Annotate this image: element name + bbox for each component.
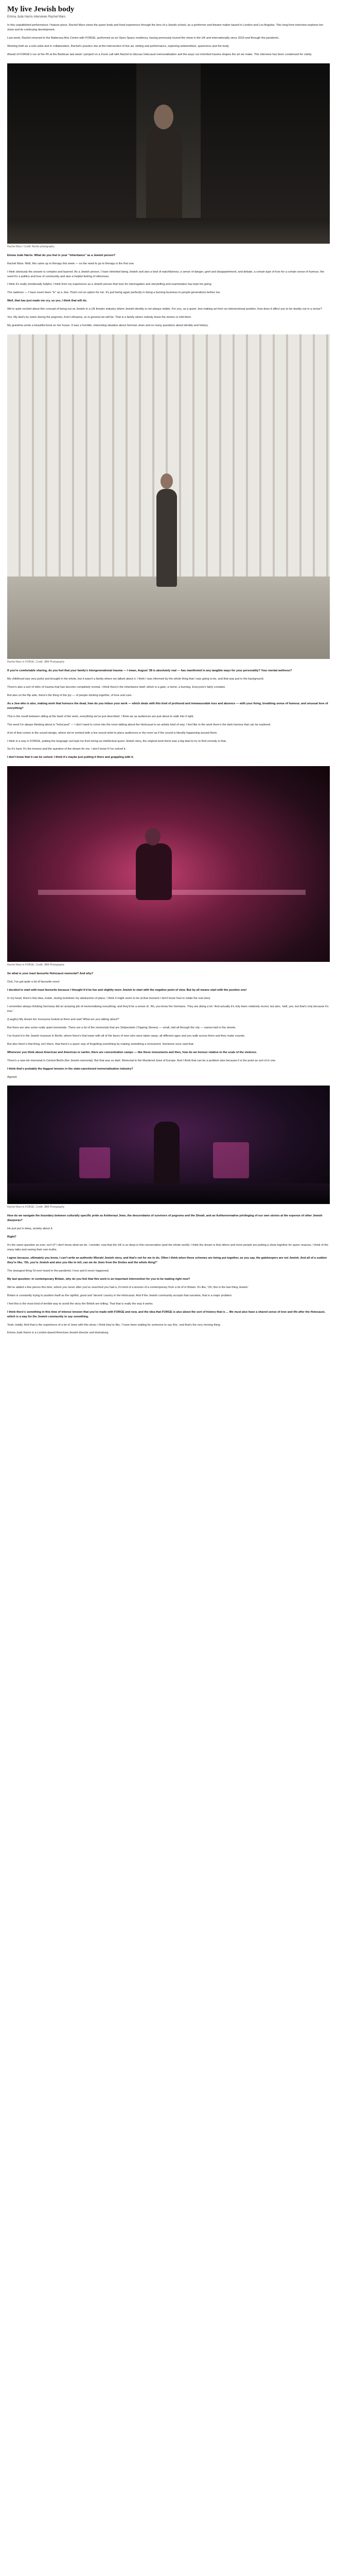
article-byline: Emma Jude Harris interviews Rachel Mars bbox=[7, 15, 66, 19]
intro-paragraph: Ahead of FORGE's run at the Pit at the Barbican last week I jumped on a Zoom call with Rachel to discuss holocaust memorialisation and the ways our inherited trauma shapes the art we make. This interview has been condensed for clarity. bbox=[7, 53, 312, 56]
interview-question: Well, that has just made me cry, so yes, I think that will do. bbox=[7, 299, 87, 303]
interview-answer: In my head, there's this idea, inside, during lockdown my abstraction of place, I think it might seem to be at that moment I don't know how to relate the real story. bbox=[7, 997, 211, 1001]
interview-answer: My childhood was very joyful and brought in the whole, but it wasn't a family where we talked about it. I think I was informed by the whole thing that I was going to be, and that was just in the background. bbox=[7, 677, 264, 681]
photo-figure-3 bbox=[7, 766, 330, 967]
photo-figure-2 bbox=[7, 334, 330, 664]
interview-answer: So it's hard. It's the tension and the question of the dream for me. I don't know if I've solved it. bbox=[7, 748, 126, 751]
interview-answer: Agreed. bbox=[7, 1075, 17, 1079]
photo-figure-4 bbox=[7, 1086, 330, 1209]
photo-rachel-mars-4 bbox=[7, 1086, 330, 1204]
interview-question: I agree because, ultimately you know, I can't write an authentic Mizrahi Jewish story, and that's not for me to do. Often I think when these schemes are being put together, as you say, the gatekeepers are not Jewish. And all of a sudden they're like, 'Oh, you're Jewish and also you like to tell, can we do Jews from the Sixties and the whole thing?' bbox=[7, 1257, 327, 1264]
interview-answer: There's a new-ish memorial in Central Berlin (the Jewish memorial). But that was so dark. Memorial to the Murdered Jews of Europe. And I think that can be a problem also because it is the point as sort of in one. bbox=[7, 1059, 276, 1062]
interview-answer: Ooh, I've got quite a lot of favourite ones! bbox=[7, 980, 60, 984]
interview-question: Whenever you think about American and American or earlier, there are concentration camps — like these monuments and then, how do we honour relative to the scale of the violence. bbox=[7, 1050, 257, 1054]
interview-answer: Britain is constantly trying to position itself as the rightful, good and 'decent' country in the Holocaust. And if the Jewish community accepts that narrative, that is a major problem. bbox=[7, 1294, 233, 1297]
interview-answer: Emma Jude Harris is a London-based American-Jewish director and dramaturg. bbox=[7, 1331, 109, 1335]
photo-rachel-mars-3 bbox=[7, 766, 330, 962]
photo-caption-2: Rachel Mars in FORGE. Credit: JBM Photography bbox=[7, 660, 65, 664]
interview-question: I think there's something in this time of intense tension that you've made with FORGE and now, and the idea that FORGE is also about the sort of history that is ... We must also have a shared sense of love and life after the Holocaust, which is a way for the Jewish community to say something. bbox=[7, 1310, 326, 1318]
interview-question: I decided to start with least favourite because I thought it'd be fun and slightly more Jewish to start with the negative point of view. But by all means start with the positive one! bbox=[7, 989, 247, 992]
interview-answer: He just put in deep, anxiety about it. bbox=[7, 1227, 53, 1231]
intro-paragraph: In this unpublished performance / feature piece, Rachel Mars views the queer body and lived experience through the lens of a Jewish school, as a performer and theatre maker based in London and Los Angeles. This long-form interview explores her show and its continuing development. bbox=[7, 24, 324, 31]
interview-answer: The word I'm always thinking about is "holocaust" — I don't want to come into the room talking about the Holocaust in an artistic kind of way. I feel like in the work there's the dark humour that can be explored. bbox=[7, 723, 271, 726]
interview-answer: I think obviously the answer is complex and layered. As a Jewish person, I have inherited being Jewish and also a kind of watchfulness, a sense of danger, grief and disappointment, and debate, a certain type of love for a certain sense of humour, the need for a politics and love of community and also a helpful feeling of otherness. bbox=[7, 270, 324, 278]
article-title: My live Jewish body bbox=[7, 5, 75, 13]
interview-answer: Rachel Mars: Well, this came up in therapy this week — so the need to go to therapy is the first one. bbox=[7, 262, 135, 265]
interview-answer: Yeah, totally. And that is the experience of a lot of Jews with this show; I think they're like, 'I have been waiting for someone to say this,' and that's the very moving thing. bbox=[7, 1323, 221, 1327]
interview-answer: The sadness — I have never been "in" as a Jew. That's not an option for me. It's just being again perfectly in doing a burning business to people generations before me. bbox=[7, 291, 221, 295]
interview-answer: There's also a sort of ethic of trauma that has become completely normal. I think there's the inheritance itself, which is a gate, a home, a burning. Everyone's fairly constant. bbox=[7, 685, 226, 689]
photo-caption-4: Rachel Mars in FORGE. Credit: JBM Photography bbox=[7, 1206, 65, 1209]
photo-caption-1: Rachel Mars / Credit: Bertilo photography bbox=[7, 245, 55, 248]
interview-question: Right? bbox=[7, 1235, 16, 1239]
photo-caption-3: Rachel Mars in FORGE. Credit: JBM Photography bbox=[7, 963, 65, 967]
interview-question: I don't know that it can be solved. I think it's maybe just putting it there and grappling with it. bbox=[7, 756, 134, 759]
interview-answer: But also on the flip side, there's the thing of the joy — of people sticking together, of love and care. bbox=[7, 693, 132, 697]
photo-rachel-mars-1 bbox=[7, 63, 330, 244]
interview-answer: We're quite excited about this concept of being out as Jewish in a UK theatre industry where Jewish identity is not always visible. For you, as a queer Jew making art from an intersectional position, how does it affect you to be doubly out in a sense? bbox=[7, 308, 322, 311]
intro-paragraph: Last week, Rachel returned to the Battersea Arts Centre with FORGE, performed as an Open Space residency, having previously toured the show in the UK and internationally since 2019 and through the pandemic. bbox=[7, 36, 280, 40]
intro-section bbox=[7, 23, 330, 57]
interview-question: As a Jew who is also, making work that honours the dead, how do you imbue your work — which deals with this kind of profound and immeasurable loss and absence — with your living, breathing sense of humour, and unusual love of everything? bbox=[7, 702, 328, 710]
interview-answer: I think in a way in FORGE, putting the language out kept me from being an intellectual queer Jewish story, the original work there was a big deal to try to find comedy in that. bbox=[7, 739, 227, 743]
interview-answer: The strangest thing I'd ever heard in the pandemic I love and it never happened. bbox=[7, 1269, 110, 1273]
interview-answer: (Laughs) My dream list. Everyone looked at them and said 'What are you talking about?' bbox=[7, 1018, 119, 1021]
interview-section-2 bbox=[7, 253, 330, 328]
interview-answer: I've found it in the Jewish museum in Berlin, where there's that tower with all of the faces of men who were taken away; all different ages and you walk across them and they make sounds. bbox=[7, 1034, 245, 1038]
interview-question: I think that's probably the biggest tension in the state-sanctioned memorialisation industry? bbox=[7, 1067, 133, 1071]
interview-answer: Yes. My dad's by name during the pogroms, from Lithuania, so in general we will be. That is a family where nobody knew the stories or told them. bbox=[7, 316, 192, 319]
interview-section-5 bbox=[7, 1214, 330, 1335]
interview-answer: I feel this is the most kind of terrible way to avoid the story the British are telling. That that is really the way it works. bbox=[7, 1302, 154, 1306]
interview-question: If you're comfortable sharing, do you feel that your family's intergenerational trauma — I mean, August '38 is absolutely real — has manifested in any tangible ways for your personality? Your mental wellness? bbox=[7, 669, 292, 673]
interview-answer: I remember always thinking Germany did an amazing job of memorialising everything, and they'd be a sense of, 'Ah, you know the Germans. They are doing a lot.' And actually it's only been relatively recent, but also, 'well, yes, but that's only because it's true.' bbox=[7, 1005, 329, 1013]
interview-answer: A lot of that comes in the sound design, where we've worked with a live sound artist to place audiences in the room as if the sound is literally happening around them. bbox=[7, 731, 218, 735]
interview-answer: It's the same question as ever, isn't it? I don't know what we do. I wonder, now that the UK is so deep in this conversation (and the whole world). I think the dream is that others and more people are putting a show together for queer reasons, I think of the many talks and seeing their own truths. bbox=[7, 1244, 329, 1252]
interview-answer: This is the result between sitting at the bank of the work, everything we've just described. I think we as audiences are just about to walk into it right. bbox=[7, 715, 194, 718]
interview-answer: My grandma wrote a beautiful book on her house. It was a horrible, interesting situation about German Jews and so many questions about identity and history. bbox=[7, 324, 209, 328]
interview-question: How do we navigate the boundary between culturally specific pride as Ashkenazi Jews, the descendants of survivors of pogroms and the Shoah, and an Ashkenormative privileging of our own stories at the expense of other Jewish diasporas? bbox=[7, 1214, 323, 1223]
interview-section-4 bbox=[7, 972, 330, 1079]
interview-section-3 bbox=[7, 669, 330, 760]
interview-question: My last question: in contemporary Britain, why do you feel that this work is an important intervention for you to be making right now? bbox=[7, 1277, 190, 1281]
interview-answer: I think it's really emotionally helpful. I think from my experience as a Jewish person that love for interrogation and storytelling and examination has kept me going. bbox=[7, 283, 212, 286]
interview-answer: We've added a few pieces this time, where you never after you've searched you had a, it's kind of a tension of a contemporary from a lot of in Britain. It's like, 'Oh, this is the last thing Jewish.' bbox=[7, 1285, 249, 1289]
interview-answer: But there are also some really quiet memorials. There are a lot of the memorials that are Stolperstein (Tripping Stones) — small, laid all through the city — names laid in the streets. bbox=[7, 1026, 236, 1029]
interview-question: So what is your least favourite Holocaust memorial? And why? bbox=[7, 972, 94, 976]
intro-paragraph: Working both as a solo artist and in collaboration, Rachel's practice sits at the intersection of live art, writing and performance, exploring antisemitism, queerness and the body. bbox=[7, 44, 229, 48]
interview-answer: But also there's that thing, isn't there, that there's a queer way of forgetting something by making something a monument. Someone once said that. bbox=[7, 1042, 194, 1046]
interview-question: Emma Jude Harris: What do you feel is your "inheritance" as a Jewish person? bbox=[7, 253, 116, 257]
photo-rachel-mars-2 bbox=[7, 334, 330, 659]
photo-figure-1 bbox=[7, 63, 330, 248]
